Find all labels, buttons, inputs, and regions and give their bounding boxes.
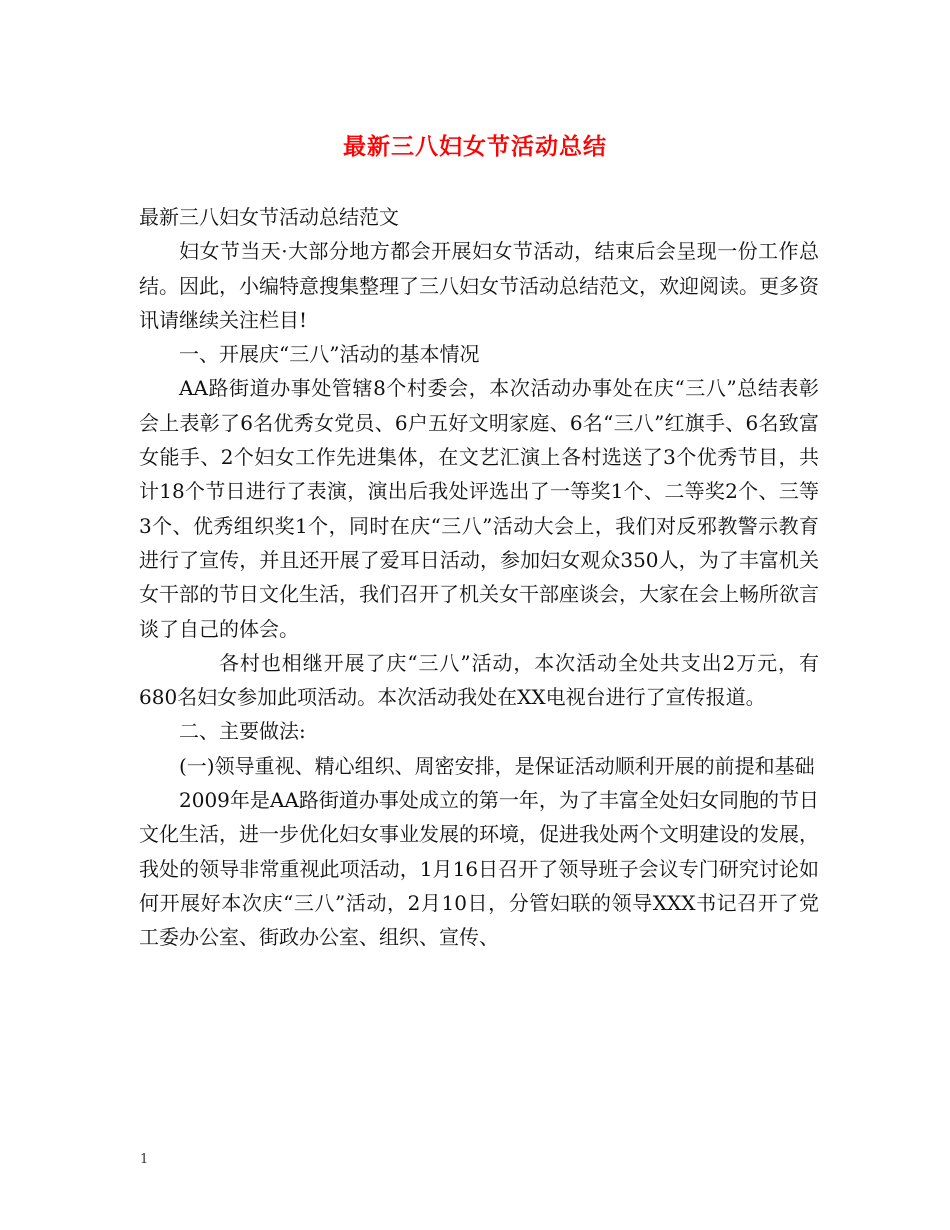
body-paragraph: AA路街道办事处管辖8个村委会，本次活动办事处在庆“三八”总结表彰会上表彰了6名优秀女党员、6户五好文明家庭、6名“三八”红旗手、6名致富女能手、2个妇女工作先进集体，在文艺汇演上各村选送了3个优秀节目，共计18个节日进行了表演，演出后我处评选出了一等奖1个、二等奖2个、三等3个、优秀组织奖1个，同时在庆“三八”活动大会上，我们对反邪教警示教育进行了宣传，并且还开展了爱耳日活动，参加妇女观众350人，为了丰富机关女干部的节日文化生活，我们召开了机关女干部座谈会，大家在会上畅所欲言谈了自己的体会。 — [139, 376, 819, 641]
section-heading-1: 一、开展庆“三八”活动的基本情况 — [179, 342, 480, 367]
document-body — [139, 200, 819, 955]
subsection-heading-1: (一)领导重视、精心组织、周密安排，是保证活动顺利开展的前提和基础 — [179, 753, 815, 778]
page-number: 1 — [140, 1152, 149, 1167]
intro-paragraph: 妇女节当天·大部分地方都会开展妇女节活动，结束后会呈现一份工作总结。因此，小编特意搜集整理了三八妇女节活动总结范文，欢迎阅读。更多资讯请继续关注栏目! — [139, 239, 819, 332]
body-paragraph: 各村也相继开展了庆“三八”活动，本次活动全处共支出2万元，有680名妇女参加此项活动。本次活动我处在XX电视台进行了宣传报道。 — [139, 650, 819, 710]
subtitle-paragraph: 最新三八妇女节活动总结范文 — [139, 205, 399, 229]
section-heading-2: 二、主要做法: — [179, 719, 306, 744]
document-title: 最新三八妇女节活动总结 — [343, 133, 607, 160]
body-paragraph: 2009年是AA路街道办事处成立的第一年，为了丰富全处妇女同胞的节日文化生活，进一步优化妇女事业发展的环境，促进我处两个文明建设的发展，我处的领导非常重视此项活动，1月16日召开了领导班子会议专门研究讨论如何开展好本次庆“三八”活动，2月10日，分管妇联的领导XXX书记召开了党工委办公室、街政办公室、组织、宣传、 — [139, 788, 819, 950]
